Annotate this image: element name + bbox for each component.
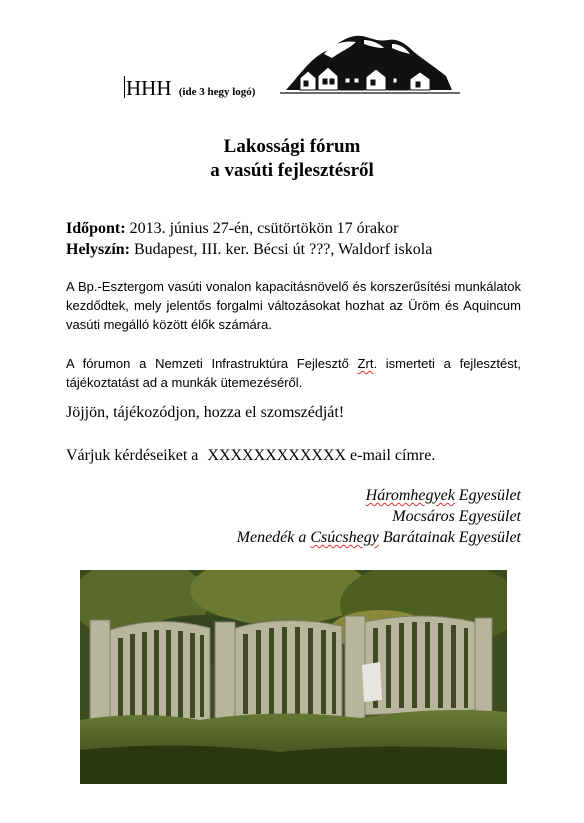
- questions-end: e-mail címre.: [346, 447, 436, 464]
- logo-note: (ide 3 hegy logó): [178, 86, 256, 98]
- paragraph-forum-start: A fórumon a Nemzeti Infrastruktúra Fejlesztő: [66, 356, 358, 371]
- event-time: [66, 220, 398, 238]
- paragraph-works: A Bp.-Esztergom vasúti vonalon kapacitásnövelő és korszerűsítési munkálatok kezdődtek, mely jelentős forgalmi változásokat hozhat az Üröm és Aquincum vasúti megálló között élők számára.: [66, 279, 521, 332]
- signature-org-2: Mocsáros Egyesület: [392, 508, 521, 525]
- place-label: Helyszín:: [66, 241, 130, 258]
- logo-placeholder: [126, 76, 255, 101]
- spellcheck-word: Háromhegyek: [365, 487, 455, 504]
- signature-org-3-end: Barátainak Egyesület: [378, 529, 521, 546]
- paragraph-forum-end: . ismerteti a fejlesztést, tájékoztatást ad a munkák ütemezéséről.: [66, 356, 522, 390]
- signature-org-1: [366, 487, 521, 505]
- hillside-village-sketch-icon: [280, 30, 460, 96]
- signature-org-3: [237, 529, 521, 547]
- concrete-fence-photo: [80, 570, 507, 784]
- logo-text: HHH: [126, 76, 172, 100]
- spellcheck-word: Csúcshegy: [310, 529, 379, 546]
- signature-org-1-rest: Egyesület: [454, 487, 521, 504]
- spellcheck-word: Zrt: [357, 356, 374, 371]
- title-line-1: Lakossági fórum: [223, 136, 361, 157]
- email-placeholder: XXXXXXXXXXXX: [207, 447, 347, 464]
- text-cursor: [124, 76, 125, 98]
- questions-line: [66, 447, 435, 465]
- paragraph-forum: [66, 354, 521, 392]
- event-place: [66, 241, 432, 259]
- signature-org-3-start: Menedék a: [236, 529, 311, 546]
- time-label: Időpont:: [66, 220, 126, 237]
- title-line-2: a vasúti fejlesztésről: [210, 160, 374, 181]
- questions-start: Várjuk kérdéseiket a: [66, 447, 203, 464]
- time-value: 2013. június 27-én, csütörtökön 17 órakor: [125, 220, 399, 237]
- invite-line: Jöjjön, tájékozódjon, hozza el szomszédját!: [66, 404, 345, 421]
- place-value: Budapest, III. ker. Bécsi út ???, Waldorf iskola: [130, 241, 433, 258]
